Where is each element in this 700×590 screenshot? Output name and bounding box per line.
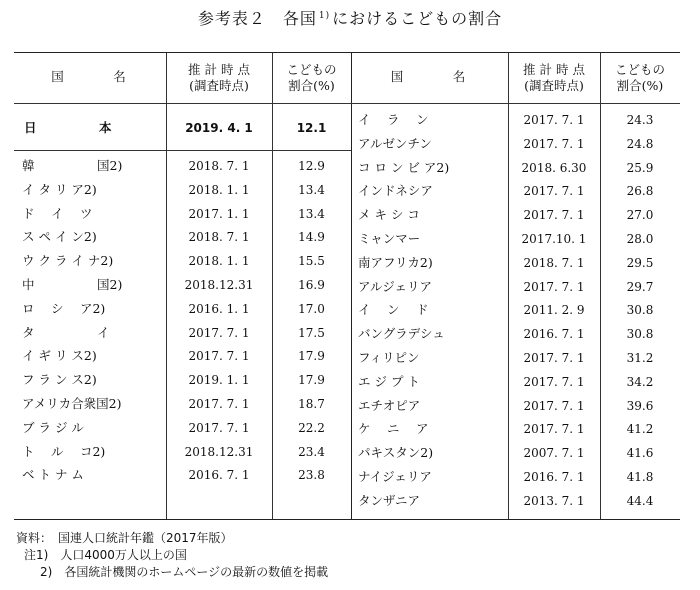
row-country-name: ド イ ツ (22, 205, 93, 221)
japan-name: 日 本 (24, 120, 112, 135)
row-ratio: 30.8 (626, 327, 654, 342)
header-ratio-line1: こどもの (286, 62, 337, 77)
note-source: 資料： 国連人口統計年鑑（2017年版） (16, 531, 233, 545)
row-country-name: イ ラ ン (358, 112, 429, 127)
row-date: 2018. 7. 1 (188, 230, 250, 245)
row-date: 2016. 7. 1 (523, 327, 585, 342)
row-country-name: エ ジ プ ト (358, 373, 420, 389)
row-ratio: 39.6 (626, 398, 654, 413)
row-ratio: 12.9 (298, 159, 325, 173)
row-ratio: 23.4 (298, 444, 325, 459)
row-country-name: アルジェリア (358, 278, 432, 294)
row-date: 2017. 1. 1 (188, 206, 250, 221)
row-date: 2017. 7. 1 (188, 349, 250, 364)
row-country-name: イ ギ リ ス2) (22, 348, 97, 364)
row-ratio: 26.8 (626, 184, 654, 199)
row-country-name: タ イ (22, 324, 110, 340)
row-ratio: 15.5 (298, 254, 325, 269)
header-ratio-line1: こどもの (614, 62, 665, 77)
row-country-name: タンザニア (358, 492, 421, 508)
row-country-name: ミャンマー (358, 231, 421, 246)
row-ratio: 28.0 (626, 232, 654, 246)
row-date: 2017. 7. 1 (523, 374, 585, 389)
row-date: 2017. 7. 1 (188, 397, 250, 411)
row-country-name: インドネシア (358, 183, 433, 199)
row-ratio: 13.4 (298, 206, 325, 221)
row-country-name: 中 国2) (22, 277, 123, 292)
row-ratio: 24.3 (626, 113, 654, 127)
header-ratio-line2: 割合(%) (616, 78, 664, 93)
row-date: 2019. 1. 1 (188, 373, 250, 388)
japan-date: 2019. 4. 1 (185, 121, 253, 135)
row-country-name: アルゼンチン (358, 135, 432, 151)
row-country-name: ベ ト ナ ム (22, 467, 84, 483)
row-country-name: ナイジェリア (358, 469, 432, 484)
row-date: 2017. 7. 1 (523, 422, 585, 437)
children-ratio-table (14, 52, 680, 520)
row-country-name: ロ シ ア2) (22, 300, 106, 316)
row-ratio: 41.8 (626, 470, 654, 484)
row-date: 2018. 6.30 (521, 160, 587, 175)
row-country-name: ス ペ イ ン2) (22, 229, 97, 245)
row-country-name: フ ラ ン ス2) (22, 372, 97, 388)
header-ratio-line2: 割合(%) (288, 78, 335, 93)
row-ratio: 17.9 (298, 373, 325, 388)
header-date-line1: 推 計 時 点 (523, 62, 585, 77)
row-ratio: 18.7 (298, 397, 325, 411)
header-country-name: 国 名 (390, 69, 469, 84)
row-date: 2007. 7. 1 (523, 446, 585, 461)
row-ratio: 14.9 (298, 230, 325, 245)
row-country-name: エチオピア (358, 397, 421, 413)
row-country-name: パキスタン2) (358, 445, 434, 461)
row-ratio: 41.6 (626, 446, 654, 461)
row-ratio: 29.7 (626, 279, 654, 294)
row-country-name: 韓 国2) (22, 158, 123, 173)
row-date: 2017. 7. 1 (188, 420, 250, 435)
title-suffix: におけるこどもの割合 (332, 9, 503, 28)
row-ratio: 30.8 (626, 303, 654, 318)
row-date: 2017. 7. 1 (523, 351, 585, 365)
header-date-line2: (調査時点) (189, 78, 249, 93)
row-ratio: 25.9 (626, 160, 654, 175)
row-date: 2017. 7. 1 (523, 113, 585, 127)
row-country-name: ケ ニ ア (358, 421, 429, 437)
row-country-name: イ タ リ ア2) (22, 181, 97, 197)
row-country-name: ト ル コ2) (22, 443, 106, 459)
row-date: 2017. 7. 1 (523, 184, 585, 199)
row-country-name: ウ ク ラ イ ナ2) (22, 253, 114, 269)
row-date: 2017. 7. 1 (523, 208, 585, 223)
row-ratio: 41.2 (626, 422, 654, 437)
row-date: 2011. 2. 9 (523, 303, 585, 318)
row-ratio: 29.5 (626, 255, 654, 270)
note-1: 注1) 人口4000万人以上の国 (24, 548, 187, 562)
note-2: 2) 各国統計機関のホームページの最新の数値を掲載 (40, 565, 329, 579)
title-prefix: 参考表２ 各国 (197, 9, 317, 28)
row-date: 2017.10. 1 (521, 232, 587, 246)
row-date: 2018. 7. 1 (523, 255, 585, 270)
row-date: 2017. 7. 1 (523, 136, 585, 151)
row-country-name: メ キ シ コ (358, 207, 420, 223)
row-ratio: 44.4 (626, 493, 654, 508)
header-separator (14, 103, 680, 104)
row-country-name: ブ ラ ジ ル (22, 419, 84, 435)
row-ratio: 17.9 (298, 349, 325, 364)
row-date: 2013. 7. 1 (523, 493, 585, 508)
row-ratio: 16.9 (298, 278, 325, 292)
row-date: 2018.12.31 (184, 444, 254, 459)
row-ratio: 13.4 (298, 182, 325, 197)
row-date: 2016. 7. 1 (523, 470, 585, 484)
row-ratio: 23.8 (298, 468, 325, 483)
notes (16, 530, 328, 581)
row-ratio: 22.2 (298, 420, 325, 435)
row-date: 2018.12.31 (184, 278, 254, 292)
row-date: 2017. 7. 1 (188, 325, 250, 340)
row-ratio: 17.0 (298, 301, 325, 316)
row-date: 2016. 7. 1 (188, 468, 250, 483)
row-country-name: フィリピン (358, 350, 420, 365)
row-ratio: 17.5 (298, 325, 325, 340)
header-date-line2: (調査時点) (524, 78, 584, 93)
row-ratio: 31.2 (626, 351, 654, 365)
row-country-name: 南アフリカ2) (358, 254, 433, 270)
row-date: 2017. 7. 1 (523, 398, 585, 413)
row-country-name: コ ロ ン ビ ア2) (358, 159, 450, 175)
page-title (0, 6, 700, 29)
row-ratio: 34.2 (626, 374, 654, 389)
japan-ratio: 12.1 (296, 121, 327, 135)
header-country-name: 国 名 (51, 69, 129, 84)
row-date: 2016. 1. 1 (188, 301, 250, 316)
japan-separator (14, 150, 351, 151)
title-footnote-ref: 1) (318, 11, 331, 21)
row-ratio: 27.0 (626, 208, 654, 223)
center-divider (351, 53, 352, 519)
row-ratio: 24.8 (626, 136, 654, 151)
row-date: 2018. 1. 1 (188, 182, 250, 197)
row-country-name: バングラデシュ (358, 326, 445, 342)
row-country-name: イ ン ド (358, 302, 429, 318)
row-date: 2018. 1. 1 (188, 254, 250, 269)
row-date: 2018. 7. 1 (188, 159, 250, 173)
row-date: 2017. 7. 1 (523, 279, 585, 294)
row-country-name: アメリカ合衆国2) (22, 396, 122, 411)
header-date-line1: 推 計 時 点 (188, 62, 250, 77)
